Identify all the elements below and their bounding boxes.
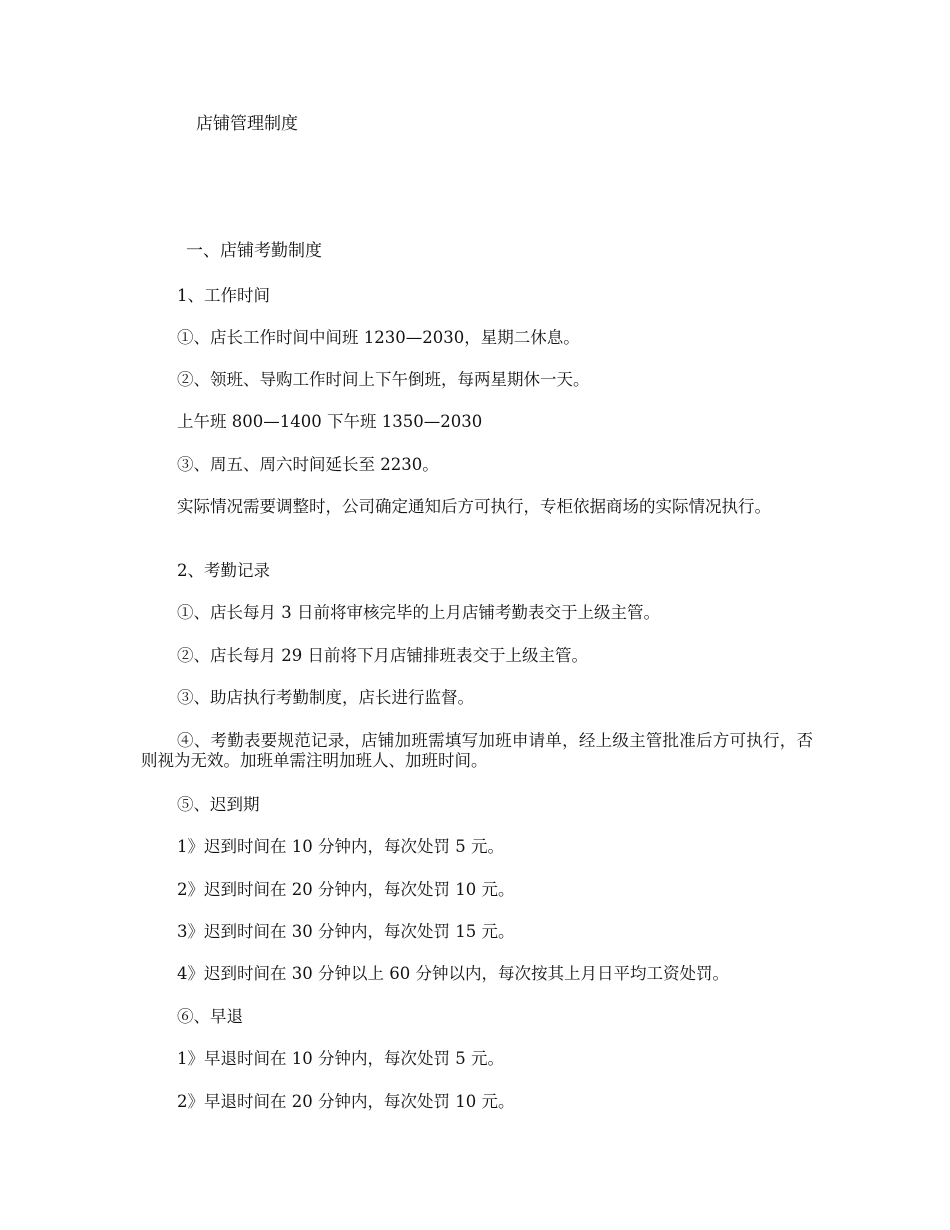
paragraph: ①、店长工作时间中间班 1230—2030，星期二休息。 xyxy=(177,328,580,347)
paragraph: ②、领班、导购工作时间上下午倒班，每两星期休一天。 xyxy=(177,370,590,389)
paragraph: 1》迟到时间在 10 分钟内，每次处罚 5 元。 xyxy=(177,837,504,856)
paragraph: 2、考勤记录 xyxy=(177,561,270,580)
document-title: 店铺管理制度 xyxy=(196,114,298,134)
paragraph: 4》迟到时间在 30 分钟以上 60 分钟以内，每次按其上月日平均工资处罚。 xyxy=(177,964,729,983)
paragraph: ④、考勤表要规范记录，店铺加班需填写加班申请单，经上级主管批准后方可执行，否则视为无效。加班单需注明加班人、加班时间。 xyxy=(141,731,813,770)
paragraph: 上午班 800—1400 下午班 1350—2030 xyxy=(177,412,483,431)
paragraph: ①、店长每月 3 日前将审核完毕的上月店铺考勤表交于上级主管。 xyxy=(177,603,660,622)
paragraph: ②、店长每月 29 日前将下月店铺排班表交于上级主管。 xyxy=(177,646,588,665)
paragraph: 3》迟到时间在 30 分钟内，每次处罚 15 元。 xyxy=(177,922,515,941)
section-heading: 一、店铺考勤制度 xyxy=(186,241,322,261)
paragraph: 2》早退时间在 20 分钟内，每次处罚 10 元。 xyxy=(177,1092,515,1111)
paragraph: 1》早退时间在 10 分钟内，每次处罚 5 元。 xyxy=(177,1049,504,1068)
paragraph: ③、助店执行考勤制度，店长进行监督。 xyxy=(177,688,474,707)
paragraph: ⑥、早退 xyxy=(177,1007,243,1026)
paragraph: 实际情况需要调整时，公司确定通知后方可执行，专柜依据商场的实际情况执行。 xyxy=(177,497,771,516)
paragraph: ③、周五、周六时间延长至 2230。 xyxy=(177,455,439,474)
paragraph: 1、工作时间 xyxy=(177,286,270,305)
paragraph: 2》迟到时间在 20 分钟内，每次处罚 10 元。 xyxy=(177,880,515,899)
paragraph: ⑤、迟到期 xyxy=(177,795,260,814)
